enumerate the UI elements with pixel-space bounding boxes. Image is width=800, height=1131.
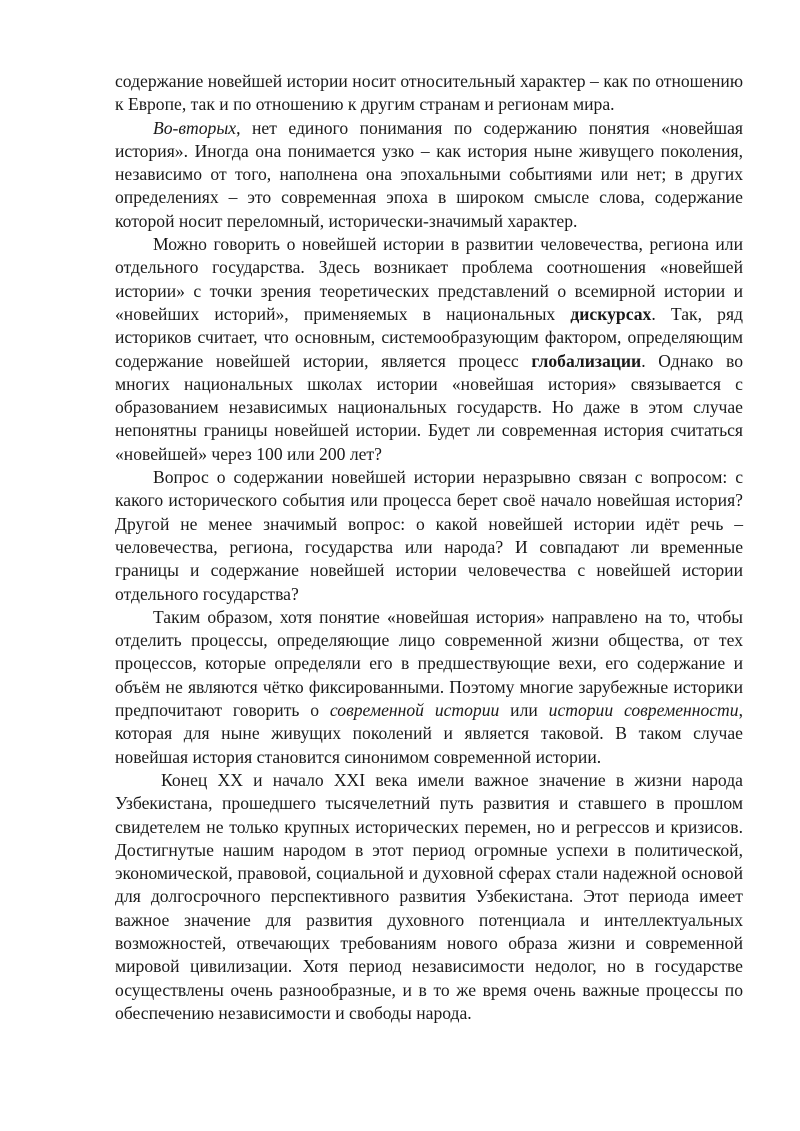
paragraph-4-text: Вопрос о содержании новейшей истории неразрывно связан с вопросом: с какого исторического события или процесса берет своё начало новейшая история? Другой не менее значимый вопрос: о какой новейшей истории идёт речь – человечества, региона, государства или народа? И совпадают ли временные границы и содержание новейшей истории человечества с новейшей истории отдельного государства?	[115, 467, 743, 604]
paragraph-5-text-c: , которая для ныне живущих поколений и является таковой. В таком случае новейшая история становится синонимом современной истории.	[115, 700, 743, 767]
paragraph-6	[115, 769, 743, 1025]
paragraph-1	[115, 70, 743, 117]
paragraph-3-text-c: . Однако во многих национальных школах истории «новейшая история» связывается с образованием независимых национальных государств. Но даже в этом случае непонятны границы новейшей истории. Будет ли современная история считаться «новейшей» через 100 или 200 лет?	[115, 350, 743, 464]
paragraph-5-text-b: или	[499, 700, 549, 721]
paragraph-3-text-a: Можно говорить о новейшей истории в развитии человечества, региона или отдельного государства. Здесь возникает проблема соотношения «новейшей истории» с точки зрения теоретических представлений о всемирной истории и «новейших историй», применяемых в национальных	[115, 234, 743, 324]
paragraph-1-text: содержание новейшей истории носит относительный характер – как по отношению к Европе, так и по отношению к другим странам и регионам мира.	[115, 71, 743, 115]
document-page	[115, 70, 743, 1025]
paragraph-4	[115, 466, 743, 606]
paragraph-2-italic: Во-вторых	[153, 117, 237, 138]
paragraph-2-text: , нет единого понимания по содержанию понятия «новейшая история». Иногда она понимается узко – как история ныне живущего поколения, независимо от того, наполнена она эпохальными событиями или нет; в других определениях – это современная эпоха в широком смысле слова, содержание которой носит переломный, исторически-значимый характер.	[115, 117, 743, 231]
paragraph-2	[115, 117, 743, 233]
paragraph-3-bold-term-1: дискурсах	[570, 303, 652, 324]
paragraph-3-text-b: . Так, ряд историков считает, что основным, системообразующим фактором, определяющим содержание новейшей истории, является процесс	[115, 303, 743, 371]
paragraph-5-italic-1: современной истории	[329, 700, 500, 721]
paragraph-3	[115, 233, 743, 466]
paragraph-5-text-a: Таким образом, хотя понятие «новейшая история» направлено на то, чтобы отделить процессы, определяющие лицо современной жизни общества, от тех процессов, которые определяли его в предшествующие вехи, его содержание и объём не являются чётко фиксированными. Поэтому многие зарубежные историки предпочитают говорить о	[115, 606, 743, 721]
paragraph-3-bold-term-2: глобализации	[531, 350, 642, 371]
paragraph-6-text: Конец XX и начало XXI века имели важное значение в жизни народа Узбекистана, прошедшего тысячелетний путь развития и ставшего в прошлом свидетелем не только крупных исторических перемен, но и регрессов и кризисов. Достигнутые нашим народом в этот период огромные успехи в политической, экономической, правовой, социальной и духовной сферах стали надежной основой для долгосрочного перспективного развития Узбекистана. Этот периода имеет важное значение для развития духовного потенциала и интеллектуальных возможностей, отвечающих требованиям нового образа жизни и современной мировой цивилизации. Хотя период независимости недолог, но в государстве осуществлены очень разнообразные, и в то же время очень важные процессы по обеспечению независимости и свободы народа.	[115, 769, 743, 1023]
paragraph-5	[115, 606, 743, 769]
paragraph-5-italic-2: истории современности	[548, 700, 739, 721]
